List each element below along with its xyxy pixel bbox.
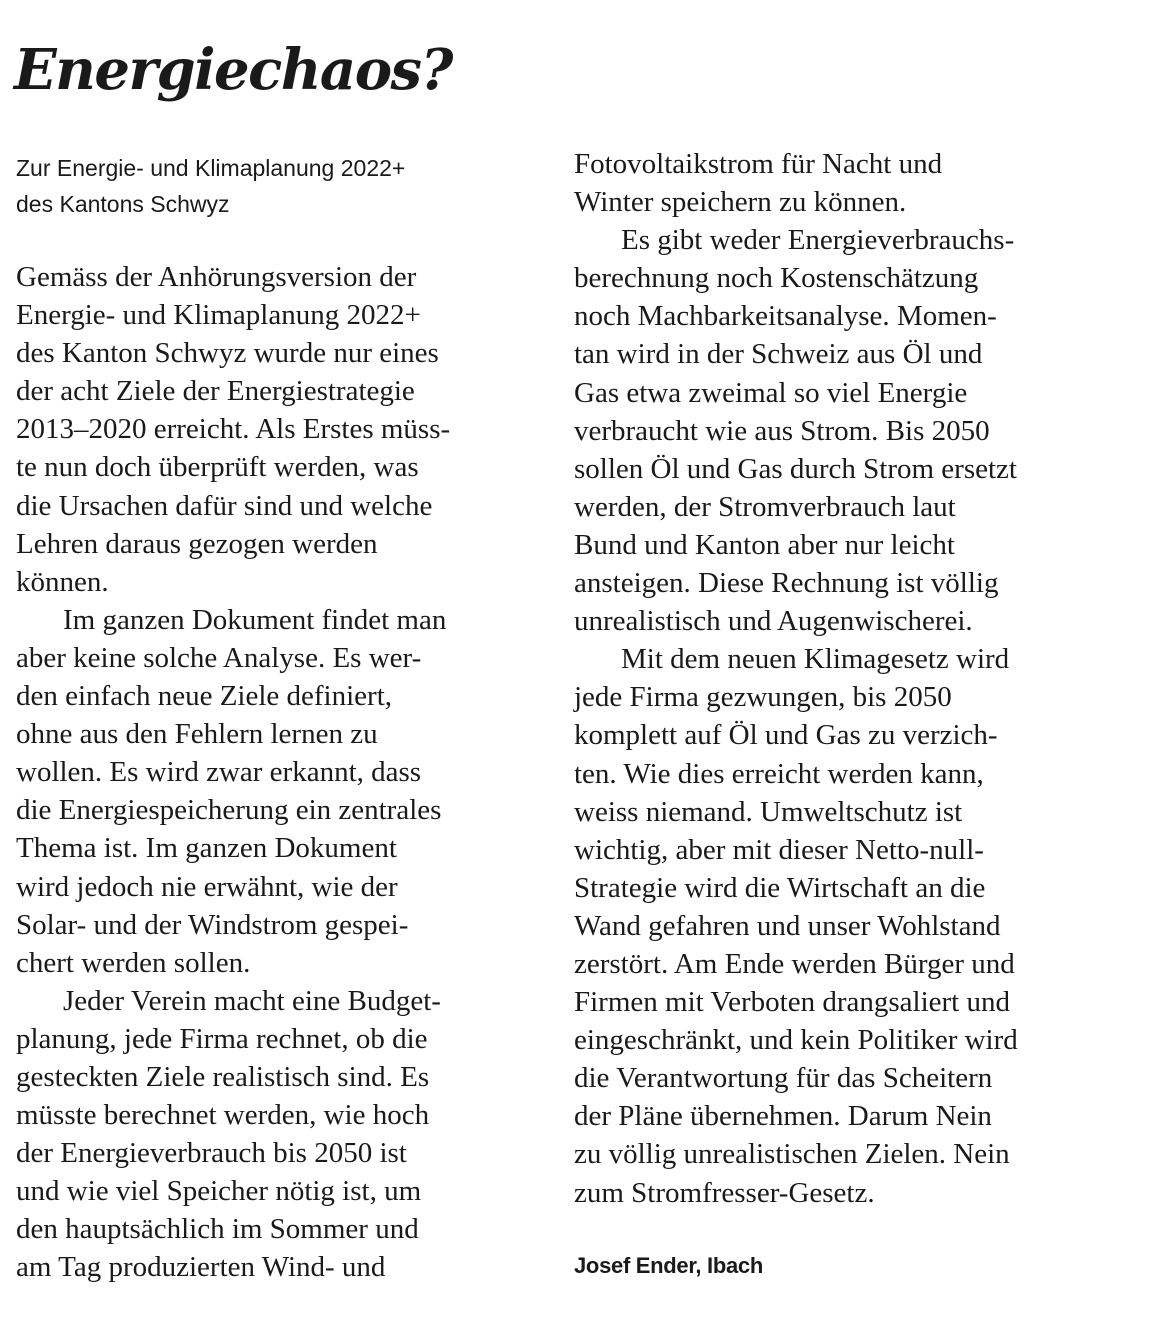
text-line: des Kanton Schwyz wurde nur eines [16, 337, 439, 370]
article-headline: Energiechaos? [14, 37, 452, 103]
text-line: weiss niemand. Umweltschutz ist [574, 795, 963, 828]
subheading-line: des Kantons Schwyz [16, 191, 230, 217]
text-line: Im ganzen Dokument findet man [63, 603, 447, 636]
text-line: sollen Öl und Gas durch Strom ersetzt [574, 452, 1017, 485]
author-signature: Josef Ender, Ibach [574, 1253, 764, 1278]
text-line: Es gibt weder Energieverbrauchs- [621, 224, 1015, 257]
text-line: zerstört. Am Ende werden Bürger und [574, 947, 1015, 980]
text-line: gesteckten Ziele realistisch sind. Es [16, 1060, 430, 1093]
text-line: zu völlig unrealistischen Zielen. Nein [574, 1138, 1010, 1171]
text-line: te nun doch überprüft werden, was [16, 451, 419, 484]
text-line: ansteigen. Diese Rechnung ist völlig [574, 567, 999, 600]
text-line: verbraucht wie aus Strom. Bis 2050 [574, 414, 990, 447]
text-line: ohne aus den Fehlern lernen zu [16, 718, 378, 751]
text-line: müsste berechnet werden, wie hoch [16, 1099, 430, 1132]
article-subheading [16, 150, 405, 222]
text-line: 2013–2020 erreicht. Als Erstes müss- [16, 413, 451, 446]
text-line: und wie viel Speicher nötig ist, um [16, 1175, 422, 1208]
text-line: komplett auf Öl und Gas zu verzich- [574, 719, 998, 752]
text-line: Fotovoltaikstrom für Nacht und [574, 148, 943, 180]
text-line: Lehren daraus gezogen werden [16, 527, 378, 560]
text-line: Solar- und der Windstrom gespei- [16, 908, 409, 941]
left-column-text [16, 258, 450, 1287]
text-line: ten. Wie dies erreicht werden kann, [574, 757, 984, 790]
text-line: planung, jede Firma rechnet, ob die [16, 1022, 428, 1055]
text-line: eingeschränkt, und kein Politiker wird [574, 1024, 1018, 1057]
text-line: unrealistisch und Augenwischerei. [574, 605, 973, 638]
text-line: wird jedoch nie erwähnt, wie der [16, 870, 398, 903]
text-line: können. [16, 565, 109, 598]
text-line: die Ursachen dafür sind und welche [16, 489, 433, 522]
text-line: aber keine solche Analyse. Es wer- [16, 641, 422, 674]
text-line: die Energiespeicherung ein zentrales [16, 794, 442, 827]
text-line: der Energieverbrauch bis 2050 ist [16, 1137, 407, 1170]
text-line: noch Machbarkeitsanalyse. Momen- [574, 300, 997, 333]
text-line: Jeder Verein macht eine Budget- [63, 984, 441, 1017]
text-line: Gemäss der Anhörungsversion der [16, 261, 417, 293]
text-line: Bund und Kanton aber nur leicht [574, 528, 955, 561]
text-line: werden, der Stromverbrauch laut [574, 490, 956, 523]
text-line: zum Stromfresser-Gesetz. [574, 1176, 875, 1209]
text-line: der Pläne übernehmen. Darum Nein [574, 1100, 992, 1133]
text-line: den hauptsächlich im Sommer und [16, 1213, 419, 1246]
text-line: wollen. Es wird zwar erkannt, dass [16, 756, 422, 789]
text-line: Gas etwa zweimal so viel Energie [574, 376, 968, 409]
text-line: Thema ist. Im ganzen Dokument [16, 832, 397, 865]
text-line: Firmen mit Verboten drangsaliert und [574, 986, 1010, 1019]
text-line: den einfach neue Ziele definiert, [16, 680, 392, 713]
text-line: Mit dem neuen Klimagesetz wird [621, 643, 1010, 676]
text-line: tan wird in der Schweiz aus Öl und [574, 338, 983, 371]
text-line: am Tag produzierten Wind- und [16, 1251, 386, 1284]
right-column-text [574, 145, 1018, 1212]
text-line: die Verantwortung für das Scheitern [574, 1062, 993, 1095]
text-line: wichtig, aber mit dieser Netto-null- [574, 833, 984, 866]
text-line: jede Firma gezwungen, bis 2050 [574, 681, 952, 714]
text-line: Energie- und Klimaplanung 2022+ [16, 299, 421, 332]
text-line: chert werden sollen. [16, 946, 251, 979]
text-line: Winter speichern zu können. [574, 186, 907, 219]
text-line: Wand gefahren und unser Wohlstand [574, 909, 1001, 942]
text-line: berechnung noch Kostenschätzung [574, 262, 979, 295]
text-line: Strategie wird die Wirtschaft an die [574, 871, 986, 904]
text-line: der acht Ziele der Energiestrategie [16, 375, 415, 408]
subheading-line: Zur Energie- und Klimaplanung 2022+ [16, 155, 406, 181]
